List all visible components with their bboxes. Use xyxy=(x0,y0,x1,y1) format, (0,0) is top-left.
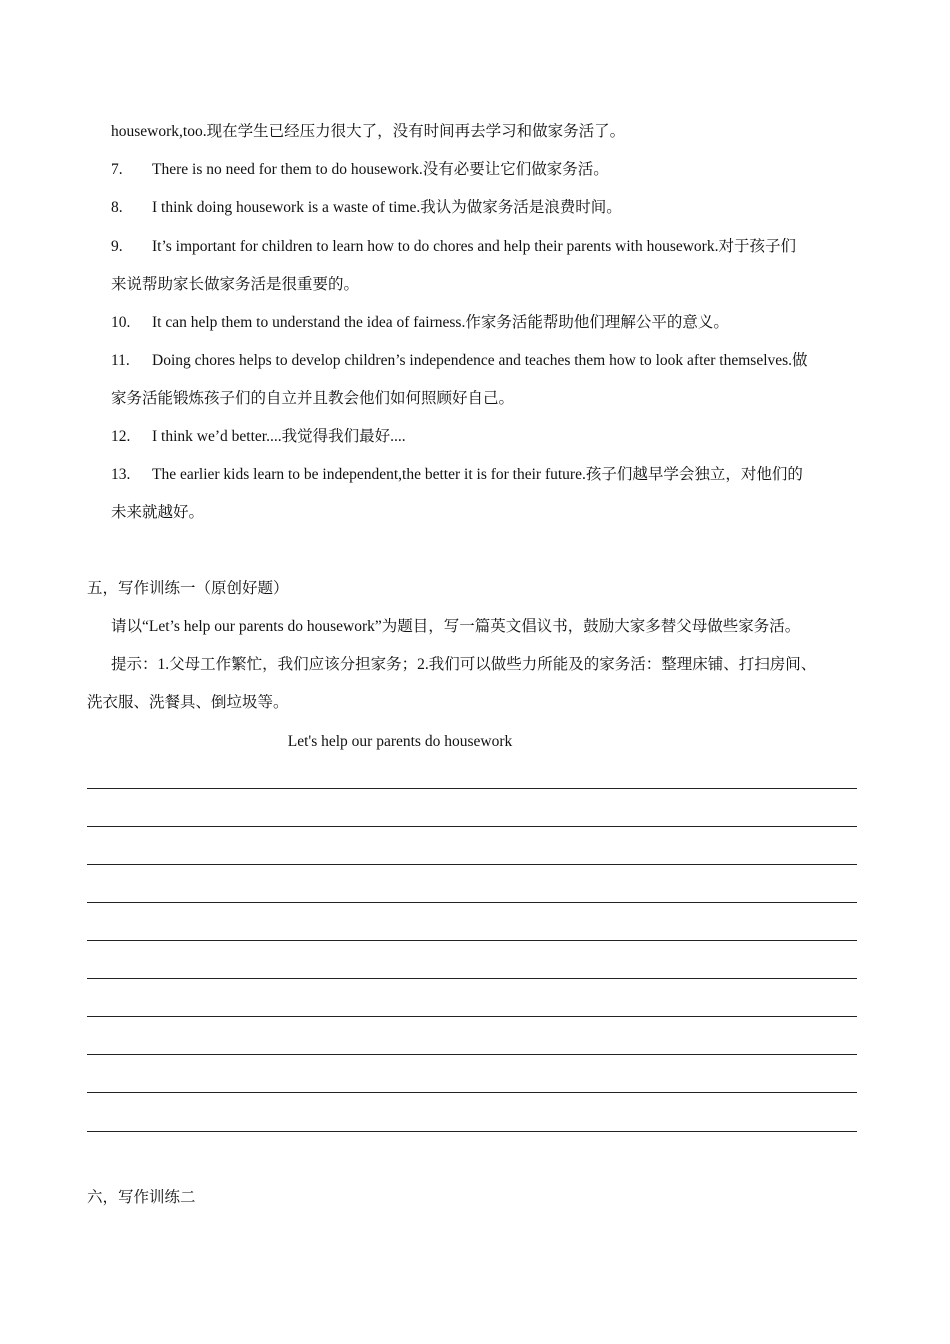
sentence-number: 7. xyxy=(111,161,123,178)
section-heading: 六，写作训练二 xyxy=(87,1189,196,1206)
sentence-number: 9. xyxy=(111,238,123,255)
sentence-item xyxy=(111,237,796,257)
answer-line[interactable] xyxy=(87,1092,857,1093)
answer-line[interactable] xyxy=(87,1016,857,1017)
sentence-item xyxy=(111,313,729,333)
sentence-text: It’s important for children to learn how to do chores and help their parents with housework.对于孩子们 xyxy=(152,238,796,255)
answer-line[interactable] xyxy=(87,1131,857,1132)
sentence-continuation: 家务活能锻炼孩子们的自立并且教会他们如何照顾好自己。 xyxy=(111,390,515,407)
sentence-number: 8. xyxy=(111,199,123,216)
intro-continuation: housework,too.现在学生已经压力很大了，没有时间再去学习和做家务活了。 xyxy=(111,123,626,140)
sentence-text: I think we’d better....我觉得我们最好.... xyxy=(152,428,406,445)
sentence-text: It can help them to understand the idea of fairness.作家务活能帮助他们理解公平的意义。 xyxy=(152,314,729,331)
section-heading: 五，写作训练一（原创好题） xyxy=(87,580,289,597)
answer-line[interactable] xyxy=(87,978,857,979)
sentence-number: 13. xyxy=(111,466,131,483)
answer-line[interactable] xyxy=(87,864,857,865)
sentence-continuation: 来说帮助家长做家务活是很重要的。 xyxy=(111,276,360,293)
essay-title: Let's help our parents do housework xyxy=(287,733,513,750)
sentence-item xyxy=(111,160,609,180)
sentence-text: There is no need for them to do housework.没有必要让它们做家务活。 xyxy=(152,161,609,178)
answer-line[interactable] xyxy=(87,788,857,789)
writing-hint: 提示：1.父母工作繁忙，我们应该分担家务；2.我们可以做些力所能及的家务活：整理床铺、打扫房间、 xyxy=(111,656,817,673)
sentence-text: Doing chores helps to develop children’s independence and teaches them how to look after themselves.做 xyxy=(152,352,808,369)
sentence-item xyxy=(111,351,808,371)
answer-line[interactable] xyxy=(87,902,857,903)
writing-instruction: 请以“Let’s help our parents do housework”为题目，写一篇英文倡议书，鼓励大家多替父母做些家务活。 xyxy=(111,618,801,635)
sentence-item xyxy=(111,198,622,218)
sentence-number: 10. xyxy=(111,314,131,331)
sentence-number: 12. xyxy=(111,428,131,445)
sentence-text: The earlier kids learn to be independent,the better it is for their future.孩子们越早学会独立，对他们的 xyxy=(152,466,803,483)
sentence-text: I think doing housework is a waste of time.我认为做家务活是浪费时间。 xyxy=(152,199,622,216)
answer-line[interactable] xyxy=(87,1054,857,1055)
sentence-item xyxy=(111,465,803,485)
sentence-item xyxy=(111,427,406,447)
sentence-continuation: 未来就越好。 xyxy=(111,504,205,521)
writing-hint-continuation: 洗衣服、洗餐具、倒垃圾等。 xyxy=(87,694,289,711)
sentence-number: 11. xyxy=(111,352,130,369)
answer-line[interactable] xyxy=(87,940,857,941)
answer-line[interactable] xyxy=(87,826,857,827)
